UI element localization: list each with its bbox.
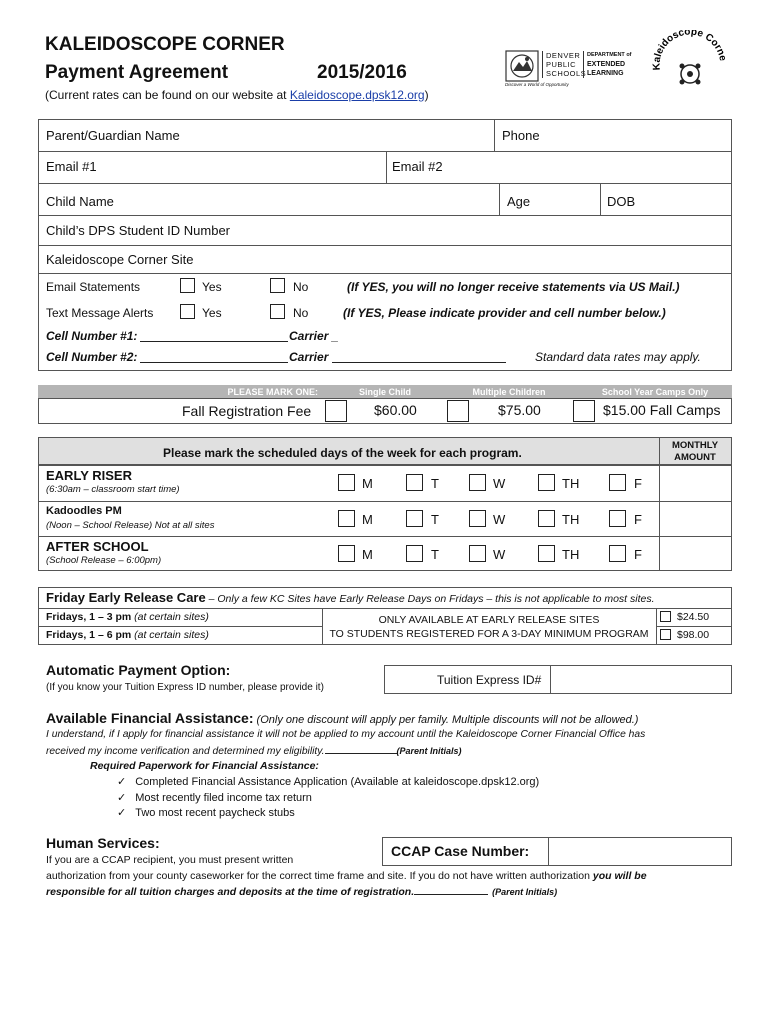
day-label: M [362,547,373,562]
dps-logo: DENVER PUBLIC SCHOOLS DEPARTMENT of EXTENDED LEARNING Discover a World of Opportunity [505,51,632,87]
required-paperwork-title: Required Paperwork for Financial Assistance: [90,760,319,772]
multiple-children-price: $75.00 [498,402,541,418]
checkmark-icon: ✓ [117,807,127,819]
email-statements-yes-checkbox[interactable] [180,278,195,293]
friday-1-3-checkbox[interactable] [660,611,671,622]
cell2-input[interactable] [140,362,288,363]
list-item: ✓ Two most recent paycheck stubs [117,807,295,819]
tuition-express-input[interactable] [552,667,730,692]
kadoodles-w-checkbox[interactable] [469,510,486,527]
human-services-title: Human Services: [46,835,160,851]
checkmark-icon: ✓ [117,776,127,788]
early-riser-th-checkbox[interactable] [538,474,555,491]
ccap-input[interactable] [550,839,730,864]
kadoodles-t-checkbox[interactable] [406,510,423,527]
multiple-children-checkbox[interactable] [447,400,469,422]
form-subtitle: Payment Agreement [45,62,229,83]
early-riser-note: (6:30am – classroom start time) [46,484,180,495]
day-label: W [493,512,506,527]
early-riser-t-checkbox[interactable] [406,474,423,491]
email-note: (If YES, you will no longer receive statements via US Mail.) [347,280,680,294]
list-item: ✓ Completed Financial Assistance Application (Available at kaleidoscope.dpsk12.org) [117,776,540,788]
kadoodles-name: Kadoodles PM [46,505,122,517]
text-alerts-no-checkbox[interactable] [270,304,285,319]
carrier2-input[interactable] [332,362,506,363]
kadoodles-th-checkbox[interactable] [538,510,555,527]
list-item: ✓ Most recently filed income tax return [117,792,312,804]
human-services-line3: responsible for all tuition charges and deposits at the time of registration. (Parent Initials) [46,886,558,898]
monthly-amount-header: MONTHLY AMOUNT [671,440,719,463]
phone-field[interactable]: Phone [502,128,540,143]
email2-field[interactable]: Email #2 [392,159,443,174]
site-field[interactable]: Kaleidoscope Corner Site [46,252,194,267]
financial-title: Available Financial Assistance: (Only one discount will apply per family. Multiple discounts will not be allowed.) [46,710,639,726]
day-label: TH [562,512,580,527]
kaleidoscope-corner-logo [650,30,730,102]
svg-text:Kaleidoscope Corner: Kaleidoscope Corne [651,30,729,71]
auto-pay-title: Automatic Payment Option: [46,662,231,678]
friday-1-6-price: $98.00 [677,629,710,641]
day-label: F [634,476,642,491]
data-rates-note: Standard data rates may apply. [535,350,701,364]
rates-note: (Current rates can be found on our website at Kaleidoscope.dpsk12.org) [45,88,429,102]
text-note: (If YES, Please indicate provider and cell number below.) [343,306,666,320]
student-id-field[interactable]: Child’s DPS Student ID Number [46,223,231,238]
kaleidoscope-logo-icon [650,30,730,102]
text-alerts-yes-checkbox[interactable] [180,304,195,319]
email-statements-no-checkbox[interactable] [270,278,285,293]
early-riser-name: EARLY RISER [46,468,132,483]
initials-line[interactable] [325,744,397,754]
early-riser-f-checkbox[interactable] [609,474,626,491]
day-label: TH [562,476,580,491]
single-child-header: Single Child [358,387,411,397]
day-label: T [431,476,439,491]
after-school-w-checkbox[interactable] [469,545,486,562]
email1-field[interactable]: Email #1 [46,159,97,174]
ccap-label: CCAP Case Number: [391,843,530,859]
day-label: W [493,547,506,562]
after-school-t-checkbox[interactable] [406,545,423,562]
schedule-instruction: Please mark the scheduled days of the week for each program. [163,446,522,460]
after-school-note: (School Release – 6:00pm) [46,555,162,566]
school-year: 2015/2016 [317,62,407,83]
email-statements-label: Email Statements [46,280,141,294]
friday-title: Friday Early Release Care – Only a few KC Sites have Early Release Days on Fridays – this is not applicable to most sites. [46,590,655,605]
dps-emblem-icon [505,50,539,82]
day-label: M [362,512,373,527]
single-child-checkbox[interactable] [325,400,347,422]
yes-label: Yes [202,280,222,294]
after-school-name: AFTER SCHOOL [46,539,149,554]
early-riser-w-checkbox[interactable] [469,474,486,491]
kadoodles-f-checkbox[interactable] [609,510,626,527]
cell2-label: Cell Number #2: [46,350,138,364]
school-year-camps-header: School Year Camps Only [601,387,709,397]
human-services-line2: authorization from your county caseworker for the correct time frame and site. If you do not have written authorization you will be [46,870,647,882]
cell1-input[interactable] [140,341,288,342]
checkmark-icon: ✓ [117,792,127,804]
day-label: F [634,512,642,527]
tuition-express-label: Tuition Express ID# [437,673,542,687]
friday-availability-note: ONLY AVAILABLE AT EARLY RELEASE SITES TO STUDENTS REGISTERED FOR A 3-DAY MINIMUM PROGRAM [329,614,649,640]
carrier2-label: Carrier [289,350,329,364]
friday-1-3-price: $24.50 [677,611,710,623]
day-label: T [431,512,439,527]
form-title: KALEIDOSCOPE CORNER [45,34,285,55]
friday-1-3-label: Fridays, 1 – 3 pm (at certain sites) [46,611,209,623]
no-label: No [293,280,309,294]
website-link[interactable]: Kaleidoscope.dpsk12.org [289,88,425,102]
after-school-m-checkbox[interactable] [338,545,355,562]
school-year-camps-checkbox[interactable] [573,400,595,422]
please-mark-one-label: PLEASE MARK ONE: [227,387,318,397]
dob-field[interactable]: DOB [607,194,636,209]
day-label: F [634,547,642,562]
multiple-children-header: Multiple Children [472,387,546,397]
human-services-line1: If you are a CCAP recipient, you must present written [46,854,294,866]
child-name-field[interactable]: Child Name [46,194,114,209]
text-alerts-label: Text Message Alerts [46,306,154,320]
friday-1-6-label: Fridays, 1 – 6 pm (at certain sites) [46,629,209,641]
kadoodles-m-checkbox[interactable] [338,510,355,527]
day-label: TH [562,547,580,562]
age-field[interactable]: Age [507,194,531,209]
school-year-camps-price: $15.00 Fall Camps [603,402,721,418]
initials-line[interactable] [414,885,488,895]
financial-paragraph-line2: received my income verification and determined my eligibility. (Parent Initials) [46,746,462,757]
early-riser-m-checkbox[interactable] [338,474,355,491]
day-label: M [362,476,373,491]
yes-label: Yes [202,306,222,320]
after-school-th-checkbox[interactable] [538,545,555,562]
parent-name-field[interactable]: Parent/Guardian Name [46,128,180,143]
after-school-f-checkbox[interactable] [609,545,626,562]
day-label: W [493,476,506,491]
day-label: T [431,547,439,562]
friday-1-6-checkbox[interactable] [660,629,671,640]
cell1-label: Cell Number #1: [46,329,138,343]
kadoodles-note: (Noon – School Release) Not at all sites [46,520,215,531]
auto-pay-note: (If you know your Tuition Express ID number, please provide it) [46,682,324,693]
no-label: No [293,306,309,320]
carrier1-label: Carrier _ [289,329,339,343]
financial-paragraph-line1: I understand, if I apply for financial assistance it will not be applied to my account until the Kaleidoscope Corner Financial Office has [46,729,646,740]
single-child-price: $60.00 [374,402,417,418]
fall-registration-fee-label: Fall Registration Fee [182,403,312,419]
